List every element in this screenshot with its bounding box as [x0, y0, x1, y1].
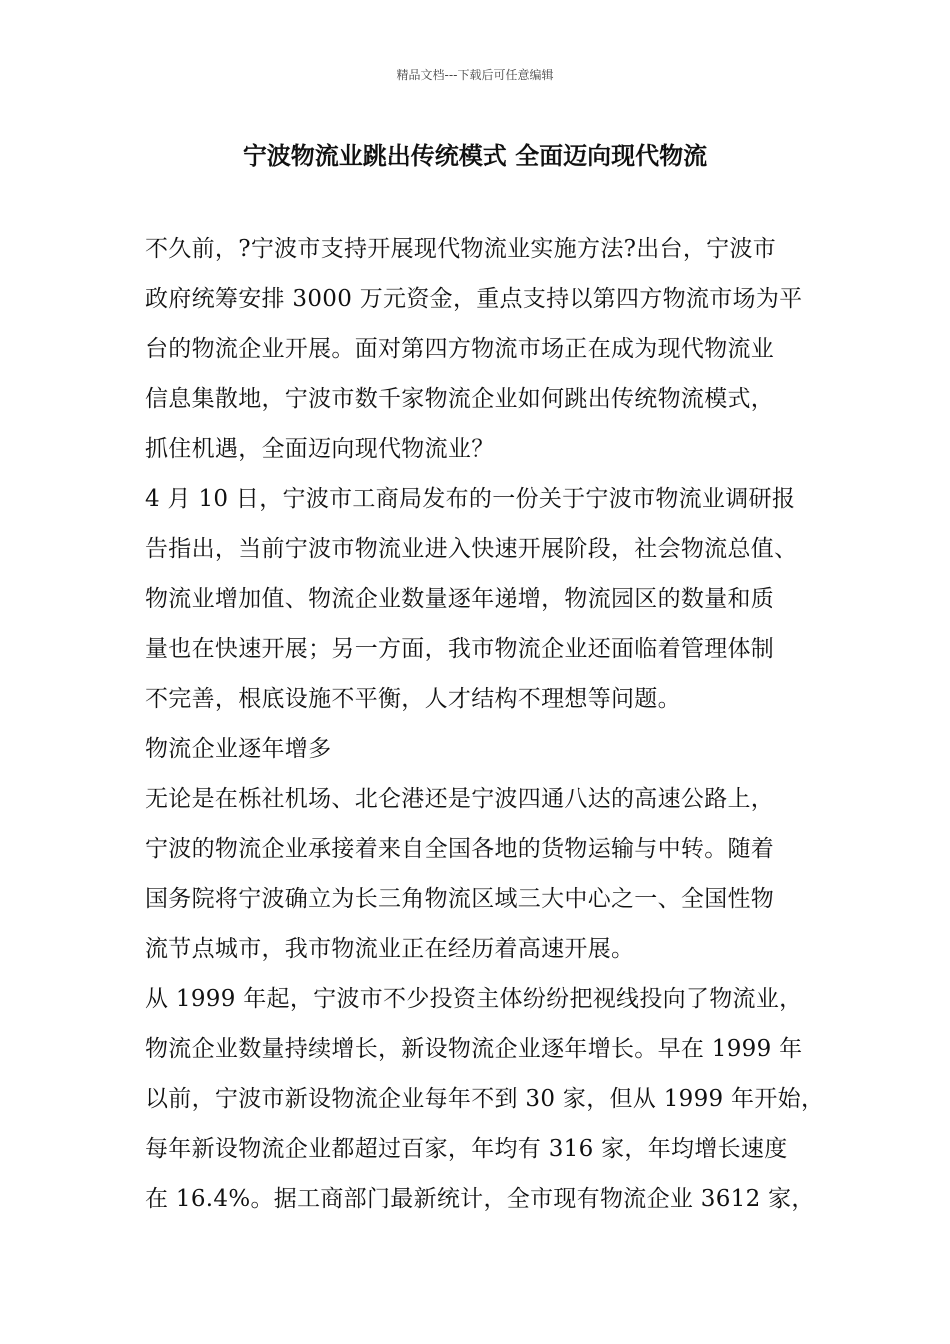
text-line: 政府统筹安排 3000 万元资金，重点支持以第四方物流市场为平	[145, 286, 803, 312]
text-line: 无论是在栎社机场、北仑港还是宁波四通八达的高速公路上，	[145, 786, 775, 812]
text-line: 宁波的物流企业承接着来自全国各地的货物运输与中转。随着	[145, 836, 775, 862]
text-line: 不完善，根底设施不平衡，人才结构不理想等问题。	[145, 686, 681, 712]
document-body	[145, 224, 835, 1224]
text-line: 台的物流企业开展。面对第四方物流市场正在成为现代物流业	[145, 336, 775, 362]
text-line: 物流业增加值、物流企业数量逐年递增，物流园区的数量和质	[145, 586, 775, 612]
text-line: 以前，宁波市新设物流企业每年不到 30 家，但从 1999 年开始，	[145, 1086, 825, 1112]
text-line: 抓住机遇，全面迈向现代物流业？	[145, 436, 495, 462]
text-line: 从 1999 年起，宁波市不少投资主体纷纷把视线投向了物流业，	[145, 986, 803, 1012]
text-line: 在 16.4%。据工商部门最新统计，全市现有物流企业 3612 家，	[145, 1186, 815, 1212]
text-line: 4 月 10 日，宁波市工商局发布的一份关于宁波市物流业调研报	[145, 486, 796, 512]
page-header: 精品文档---下载后可任意编辑	[396, 68, 554, 82]
document-title: 宁波物流业跳出传统模式 全面迈向现代物流	[242, 142, 708, 170]
text-line: 信息集散地，宁波市数千家物流企业如何跳出传统物流模式，	[145, 386, 775, 412]
text-line: 国务院将宁波确立为长三角物流区域三大中心之一、全国性物	[145, 886, 775, 912]
text-line: 告指出，当前宁波市物流业进入快速开展阶段，社会物流总值、	[145, 536, 798, 562]
section-heading: 物流企业逐年增多	[145, 736, 332, 762]
text-line: 流节点城市，我市物流业正在经历着高速开展。	[145, 936, 635, 962]
text-line: 量也在快速开展；另一方面，我市物流企业还面临着管理体制	[145, 636, 775, 662]
text-line: 不久前，?宁波市支持开展现代物流业实施方法?出台，宁波市	[145, 236, 777, 262]
text-line: 每年新设物流企业都超过百家，年均有 316 家，年均增长速度	[145, 1136, 788, 1162]
text-line: 物流企业数量持续增长，新设物流企业逐年增长。早在 1999 年	[145, 1036, 803, 1062]
